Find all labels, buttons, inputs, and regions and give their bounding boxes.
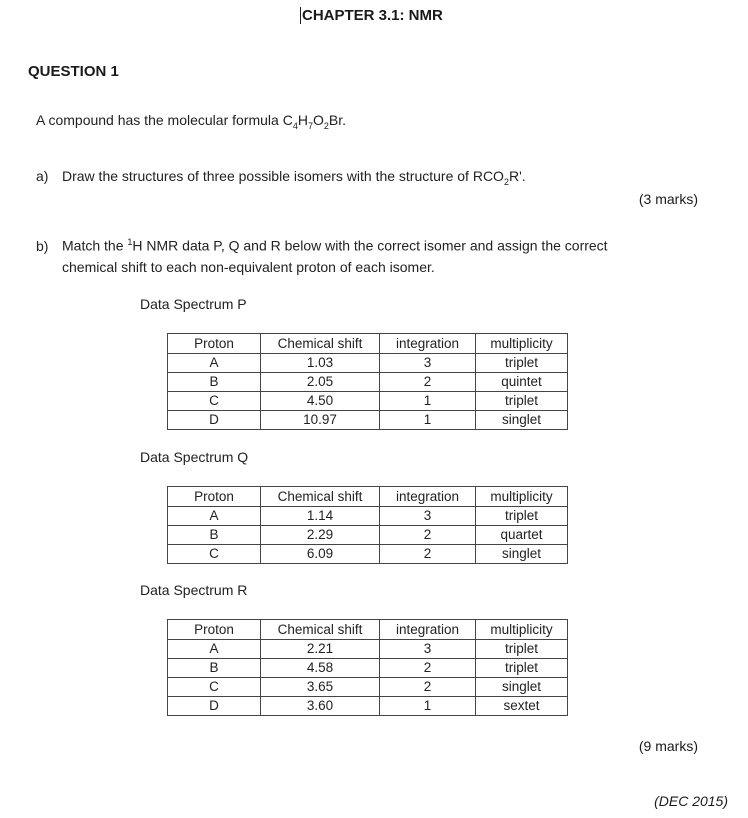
part-b-superscript: 1 <box>127 237 133 247</box>
spectrum-p-title: Data Spectrum P <box>140 296 247 312</box>
table-row <box>168 697 568 716</box>
header-integration: integration <box>380 487 476 507</box>
part-a-subscript: 2 <box>503 176 509 187</box>
cell-multiplicity: triplet <box>476 659 568 678</box>
table-row <box>168 640 568 659</box>
cell-proton: B <box>168 526 261 545</box>
cell-multiplicity: triplet <box>476 640 568 659</box>
cell-integration: 2 <box>380 545 476 564</box>
table-header-row <box>168 620 568 640</box>
cell-shift: 3.65 <box>261 678 380 697</box>
table-row <box>168 373 568 392</box>
cell-integration: 2 <box>380 526 476 545</box>
cell-proton: C <box>168 545 261 564</box>
part-a-text: Draw the structures of three possible isomers with the structure of RCO <box>62 168 504 184</box>
cell-shift: 2.05 <box>261 373 380 392</box>
part-a-letter: a) <box>36 168 49 184</box>
table-row <box>168 526 568 545</box>
cell-multiplicity: triplet <box>476 392 568 411</box>
intro-text: A compound has the molecular formula <box>36 112 283 128</box>
part-a <box>36 168 526 187</box>
part-b-text-pre: Match the <box>62 237 128 254</box>
cell-integration: 3 <box>380 640 476 659</box>
chapter-title: CHAPTER 3.1: NMR <box>302 7 443 24</box>
cell-proton: B <box>168 373 261 392</box>
cell-shift: 4.50 <box>261 392 380 411</box>
formula: $C_4H_7O_2Br$. <box>282 112 347 131</box>
spectrum-q-table <box>167 486 568 564</box>
header-proton: Proton <box>168 620 261 640</box>
cell-integration: 1 <box>380 392 476 411</box>
spectrum-q-title: Data Spectrum Q <box>140 449 249 465</box>
cell-shift: 1.14 <box>261 507 380 526</box>
table-row <box>168 411 568 430</box>
table-row <box>168 678 568 697</box>
table-row <box>168 545 568 564</box>
cell-integration: 2 <box>380 373 476 392</box>
table-header-row <box>168 487 568 507</box>
cell-shift: 2.21 <box>261 640 380 659</box>
cell-proton: A <box>168 640 261 659</box>
table-row <box>168 659 568 678</box>
part-b-line2: chemical shift to each non-equivalent proton of each isomer. <box>62 258 435 275</box>
cell-integration: 1 <box>380 697 476 716</box>
table-header-row <box>168 334 568 354</box>
table-row <box>168 354 568 373</box>
cell-proton: C <box>168 392 261 411</box>
question-heading: QUESTION 1 <box>28 63 119 80</box>
part-a-marks: (3 marks) <box>638 191 698 207</box>
header-integration: integration <box>380 334 476 354</box>
part-a-text-end: R'. <box>508 168 526 184</box>
header-integration: integration <box>380 620 476 640</box>
cell-multiplicity: sextet <box>476 697 568 716</box>
cell-multiplicity: singlet <box>476 411 568 430</box>
cell-integration: 1 <box>380 411 476 430</box>
cell-multiplicity: quartet <box>476 526 568 545</box>
cell-shift: 10.97 <box>261 411 380 430</box>
cell-shift: 2.29 <box>261 526 380 545</box>
header-chemical-shift: Chemical shift <box>261 487 380 507</box>
cell-multiplicity: singlet <box>476 545 568 564</box>
header-chemical-shift: Chemical shift <box>261 620 380 640</box>
cell-multiplicity: singlet <box>476 678 568 697</box>
header-multiplicity: multiplicity <box>476 487 568 507</box>
table-row <box>168 392 568 411</box>
spectrum-p-table <box>167 333 568 430</box>
part-b-marks: (9 marks) <box>638 738 698 754</box>
table-row <box>168 507 568 526</box>
cell-multiplicity: triplet <box>476 507 568 526</box>
header-proton: Proton <box>168 334 261 354</box>
cell-shift: 4.58 <box>261 659 380 678</box>
cell-proton: B <box>168 659 261 678</box>
cell-proton: D <box>168 411 261 430</box>
cell-multiplicity: quintet <box>476 373 568 392</box>
cell-shift: 3.60 <box>261 697 380 716</box>
cell-integration: 3 <box>380 507 476 526</box>
cell-proton: A <box>168 354 261 373</box>
question-intro <box>36 112 346 131</box>
cell-proton: D <box>168 697 261 716</box>
cell-shift: 6.09 <box>261 545 380 564</box>
cell-integration: 3 <box>380 354 476 373</box>
cell-proton: A <box>168 507 261 526</box>
spectrum-r-table <box>167 619 568 716</box>
spectrum-r-title: Data Spectrum R <box>140 582 248 598</box>
exam-date: (DEC 2015) <box>654 793 728 809</box>
cell-integration: 2 <box>380 659 476 678</box>
cell-multiplicity: triplet <box>476 354 568 373</box>
header-chemical-shift: Chemical shift <box>261 334 380 354</box>
header-proton: Proton <box>168 487 261 507</box>
header-multiplicity: multiplicity <box>476 334 568 354</box>
header-multiplicity: multiplicity <box>476 620 568 640</box>
cell-proton: C <box>168 678 261 697</box>
part-b <box>36 232 706 278</box>
cell-integration: 2 <box>380 678 476 697</box>
part-b-text-post: H NMR data P, Q and R below with the correct isomer and assign the correct <box>132 237 608 254</box>
cell-shift: 1.03 <box>261 354 380 373</box>
part-b-letter: b) <box>36 237 49 254</box>
